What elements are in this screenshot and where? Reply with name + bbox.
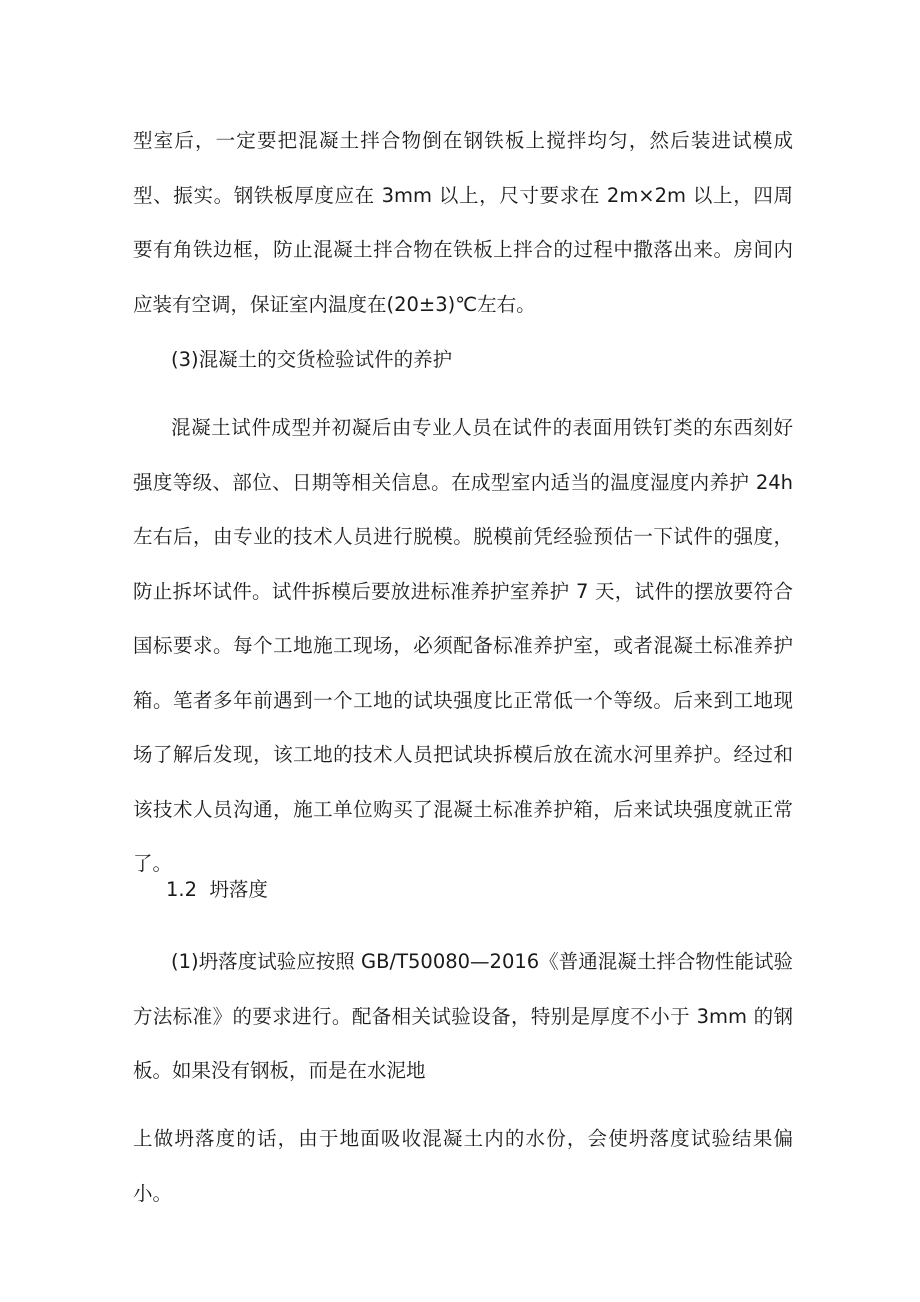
paragraph-specimen-curing: 混凝土试件成型并初凝后由专业人员在试件的表面用铁钉类的东西刻好强度等级、部位、日期等相关信息。在成型室内适当的温度湿度内养护 24h 左右后，由专业的技术人员进行脱模。脱模前凭经验预估一下试件的强度，防止拆坏试件。试件拆模后要放进标准养护室养护 7 天，试件的摆放要符合国标要求。每个工地施工现场，必须配备标准养护室，或者混凝土标准养护箱。笔者多年前遇到一个工地的试块强度比正常低一个等级。后来到工地现场了解后发现，该工地的技术人员把试块拆模后放在流水河里养护。经过和该技术人员沟通，施工单位购买了混凝土标准养护箱，后来试块强度就正常了。: [133, 416, 793, 875]
section-heading-slump: 1.2 坍落度: [166, 878, 268, 901]
paragraph-molding-room: 型室后，一定要把混凝土拌合物倒在钢铁板上搅拌均匀，然后装进试模成型、振实。钢铁板厚度应在 3mm 以上，尺寸要求在 2m×2m 以上，四周要有角铁边框，防止混凝土拌合物在铁板上拌合的过程中撒落出来。房间内应装有空调，保证室内温度在(20±3)℃左右。: [133, 129, 793, 316]
paragraph-slump-ground: 上做坍落度的话，由于地面吸收混凝土内的水份，会使坍落度试验结果偏小。: [133, 1127, 793, 1205]
paragraph-slump-test: (1)坍落度试验应按照 GB/T50080—2016《普通混凝土拌合物性能试验方法标准》的要求进行。配备相关试验设备，特别是厚度不小于 3mm 的钢板。如果没有钢板，而是在水泥地: [133, 950, 793, 1082]
section-heading-specimen-curing: (3)混凝土的交货检验试件的养护: [171, 348, 453, 371]
